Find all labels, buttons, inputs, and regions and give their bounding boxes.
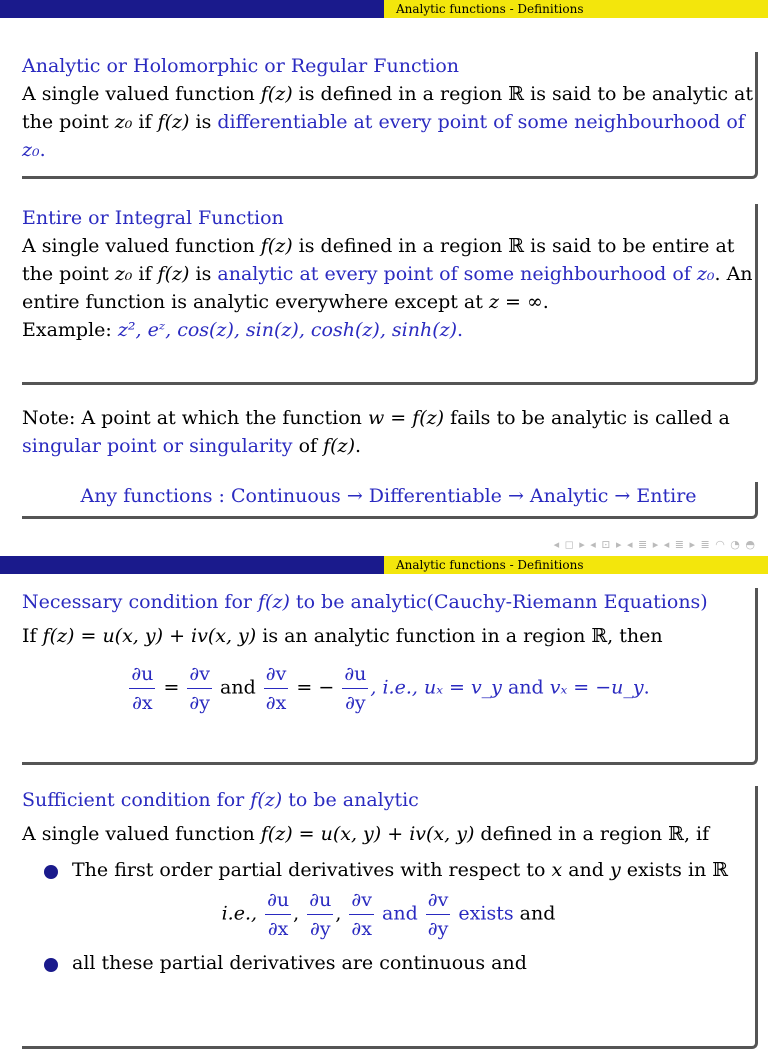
header-title: Analytic functions - Definitions: [384, 0, 768, 18]
header-bar: [0, 0, 768, 18]
block-body: A single valued function f(z) is defined in a region ℝ is said to be analytic at the point z₀ if f(z) is differentiable at every point of some neighbourhood of z₀.: [22, 83, 753, 161]
block-body: A single valued function f(z) is defined in a region ℝ is said to be entire at the point z₀ if f(z) is analytic at every point of some neighbourhood of z₀. An entire function is analytic everywhere except at z = ∞. Example: z², eᶻ, cos(z), sin(z), cosh(z), sinh(z).: [22, 235, 753, 341]
header-bar-2: [0, 556, 768, 574]
list-item: 1 The first order partial derivatives with respect to x and y exists in ℝ: [36, 859, 729, 881]
entire-function-block: [22, 204, 758, 385]
examples: z², eᶻ, cos(z), sin(z), cosh(z), sinh(z): [117, 319, 458, 341]
block-body: A single valued function f(z) = u(x, y) + iv(x, y) defined in a region ℝ, if: [22, 823, 710, 845]
header-left-band: [0, 0, 384, 18]
bullet-icon: 1: [44, 865, 58, 879]
function-chain: Any functions : Continuous → Differentiable → Analytic → Entire: [80, 485, 697, 507]
block-title: Analytic or Holomorphic or Regular Function: [22, 55, 459, 77]
block-title: Necessary condition for f(z) to be analytic(Cauchy-Riemann Equations): [22, 591, 708, 613]
nav-controls[interactable]: ◂ ◻ ▸ ◂ ⊡ ▸ ◂ ≣ ▸ ◂ ≣ ▸ ≣ ◠ ◔ ◓: [553, 538, 756, 551]
function-chain-block: [22, 482, 758, 519]
header-left-band: [0, 556, 384, 574]
analytic-function-block: [22, 52, 758, 179]
block-title: Entire or Integral Function: [22, 207, 284, 229]
list-item: 2 all these partial derivatives are continuous and: [36, 952, 527, 974]
cauchy-riemann-block: [22, 588, 758, 765]
block-body: If f(z) = u(x, y) + iv(x, y) is an analytic function in a region ℝ, then: [22, 625, 663, 647]
cr-equations: $\frac{\partial u}{\partial x}$ = $\frac{\partial v}{\partial y}$ and $\frac{\partial v}{\partial x}$ = − $\frac{\partial u}{\partial y}$ , i.e., uₓ = v_y and vₓ = −u_y.: [22, 660, 755, 717]
block-title: Sufficient condition for f(z) to be analytic: [22, 789, 419, 811]
note-paragraph: Note: A point at which the function w = f(z) fails to be analytic is called a singular point or singularity of f(z).: [22, 407, 730, 457]
sufficient-condition-block: [22, 786, 758, 1049]
header-title: Analytic functions - Definitions: [384, 556, 768, 574]
bullet-icon: 2: [44, 958, 58, 972]
partial-derivatives: i.e., $\frac{\partial u}{\partial x}$ , $\frac{\partial u}{\partial y}$ , $\frac{\partial v}{\partial x}$ and $\frac{\partial v}{\partial y}$ exists and: [22, 886, 755, 943]
